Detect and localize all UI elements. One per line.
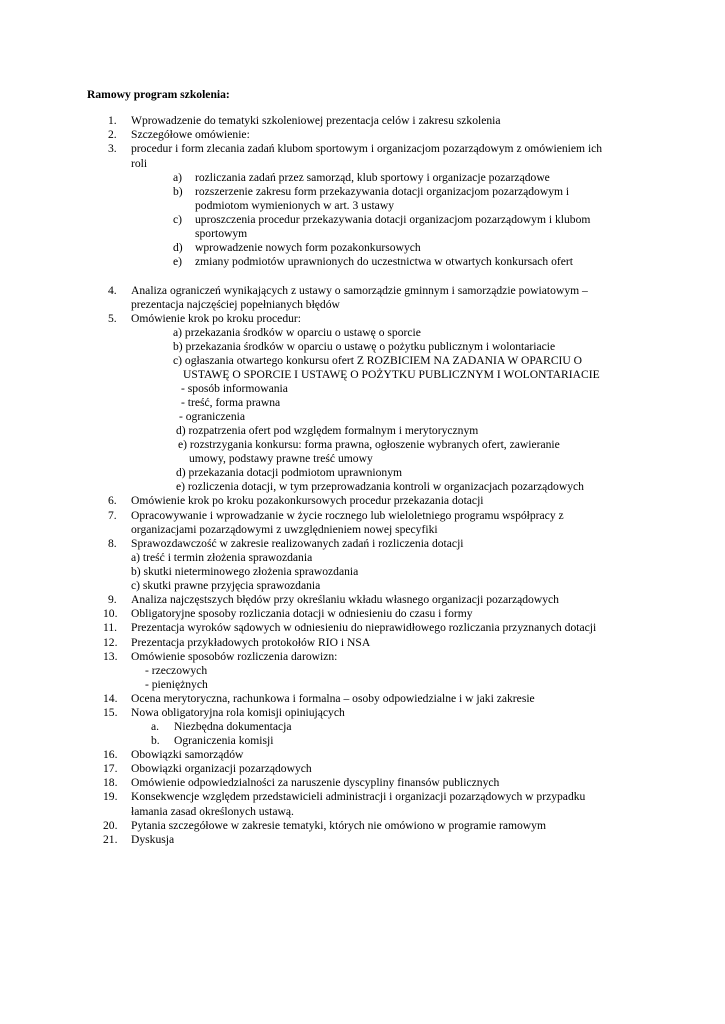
- list-item-text: umowy, podstawy prawne treść umowy: [189, 452, 373, 465]
- list-item-text: b) przekazania środków w oparciu o ustawę o pożytku publicznym i wolontariacie: [173, 340, 556, 353]
- list-item-text: Obowiązki organizacji pozarządowych: [131, 762, 312, 775]
- list-item-number: 3.: [108, 142, 117, 155]
- list-item-text: Pytania szczegółowe w zakresie tematyki, których nie omówiono w programie ramowym: [131, 819, 546, 832]
- list-item-number: b.: [151, 734, 160, 747]
- list-item-text: rozszerzenie zakresu form przekazywania dotacji organizacjom pozarządowym i: [195, 185, 570, 198]
- list-item-text: Ocena merytoryczna, rachunkowa i formalna – osoby odpowiedzialne i w jaki zakresie: [131, 692, 535, 705]
- list-item-text: e) rozstrzygania konkursu: forma prawna, ogłoszenie wybranych ofert, zawieranie: [178, 438, 560, 451]
- list-item-text: Obligatoryjne sposoby rozliczania dotacji w odniesieniu do czasu i formy: [131, 607, 473, 620]
- list-item-text: Omówienie krok po kroku procedur:: [131, 312, 302, 325]
- list-item-text: d) przekazania dotacji podmiotom uprawnionym: [176, 466, 403, 479]
- list-item-number: 15.: [103, 706, 118, 719]
- list-item-number: 11.: [103, 621, 118, 634]
- list-item-text: podmiotom wymienionych w art. 3 ustawy: [195, 199, 395, 212]
- list-item-number: 9.: [108, 593, 117, 606]
- list-item-text: Omówienie odpowiedzialności za naruszenie dyscypliny finansów publicznych: [131, 776, 500, 789]
- list-item-number: a): [173, 171, 183, 184]
- list-item-text: procedur i form zlecania zadań klubom sportowym i organizacjom pozarządowym z omówieniem ich: [131, 142, 603, 155]
- list-item-text: - treść, forma prawna: [181, 396, 281, 409]
- list-item-number: 4.: [108, 284, 117, 297]
- list-item-text: Analiza ograniczeń wynikających z ustawy o samorządzie gminnym i samorządzie powiatowym –: [131, 284, 588, 297]
- list-item-text: Ograniczenia komisji: [174, 734, 274, 747]
- list-item-text: Sprawozdawczość w zakresie realizowanych zadań i rozliczenia dotacji: [131, 537, 464, 550]
- list-item-text: Omówienie krok po kroku pozakonkursowych procedur przekazania dotacji: [131, 494, 484, 507]
- list-item-text: Wprowadzenie do tematyki szkoleniowej prezentacja celów i zakresu szkolenia: [131, 114, 501, 127]
- list-item-text: rozliczania zadań przez samorząd, klub sportowy i organizacje pozarządowe: [195, 171, 550, 184]
- list-item-number: 8.: [108, 537, 117, 550]
- list-item-text: Nowa obligatoryjna rola komisji opiniujących: [131, 706, 345, 719]
- list-item-text: roli: [131, 157, 148, 170]
- list-item-number: b): [173, 185, 183, 198]
- list-item-text: d) rozpatrzenia ofert pod względem formalnym i merytorycznym: [176, 424, 479, 437]
- list-item-number: a.: [151, 720, 160, 733]
- list-item-text: uproszczenia procedur przekazywania dotacji organizacjom pozarządowym i klubom: [195, 213, 591, 226]
- list-item-number: 17.: [103, 762, 118, 775]
- list-item-text: - rzeczowych: [145, 664, 208, 677]
- list-item-text: wprowadzenie nowych form pozakonkursowych: [195, 241, 421, 254]
- list-item-text: - pieniężnych: [145, 678, 208, 691]
- list-item-number: d): [173, 241, 183, 254]
- list-item-text: Szczegółowe omówienie:: [131, 128, 250, 141]
- list-item-number: 1.: [108, 114, 117, 127]
- list-item-text: Dyskusja: [131, 833, 175, 846]
- list-item-text: sportowym: [195, 227, 248, 240]
- list-item-number: c): [173, 213, 183, 226]
- list-item-text: Konsekwencje względem przedstawicieli administracji i organizacji pozarządowych w przypadku: [131, 790, 586, 803]
- list-item-number: 7.: [108, 509, 117, 522]
- list-item-text: zmiany podmiotów uprawnionych do uczestnictwa w otwartych konkursach ofert: [195, 255, 573, 268]
- list-item-number: 5.: [108, 312, 117, 325]
- list-item-text: Analiza najczęstszych błędów przy określaniu wkładu własnego organizacji pozarządowych: [131, 593, 559, 606]
- list-item-text: e) rozliczenia dotacji, w tym przeprowadzania kontroli w organizacjach pozarządowych: [176, 480, 584, 493]
- list-item-text: Opracowywanie i wprowadzanie w życie rocznego lub wieloletniego programu współpracy z: [131, 509, 564, 522]
- list-item-text: Prezentacja przykładowych protokołów RIO i NSA: [131, 636, 371, 649]
- list-item-text: Niezbędna dokumentacja: [174, 720, 292, 733]
- list-item-text: a) treść i termin złożenia sprawozdania: [131, 551, 313, 564]
- list-item-text: prezentacja najczęściej popełnianych błędów: [131, 298, 340, 311]
- list-item-number: 6.: [108, 494, 117, 507]
- list-item-number: 13.: [103, 650, 118, 663]
- list-item-number: 16.: [103, 748, 118, 761]
- list-item-number: 12.: [103, 636, 118, 649]
- list-item-number: 20.: [103, 819, 118, 832]
- list-item-text: c) ogłaszania otwartego konkursu ofert Z ROZBICIEM NA ZADANIA W OPARCIU O: [173, 354, 583, 367]
- list-item-number: 19.: [103, 790, 118, 803]
- list-item-text: - sposób informowania: [181, 382, 288, 395]
- list-item-text: organizacjami pozarządowymi z uwzględnieniem nowej specyfiki: [131, 523, 438, 536]
- list-item-number: e): [173, 255, 183, 268]
- list-item-text: Obowiązki samorządów: [131, 748, 244, 761]
- list-item-number: 2.: [108, 128, 117, 141]
- list-item-text: Prezentacja wyroków sądowych w odniesieniu do nieprawidłowego rozliczania przyznanych dotacji: [131, 621, 597, 634]
- list-item-text: USTAWĘ O SPORCIE I USTAWĘ O POŻYTKU PUBLICZNYM I WOLONTARIACIE: [183, 368, 600, 381]
- document-title: Ramowy program szkolenia:: [87, 88, 230, 101]
- list-item-number: 21.: [103, 833, 118, 846]
- list-item-number: 14.: [103, 692, 118, 705]
- list-item-number: 18.: [103, 776, 118, 789]
- list-item-text: c) skutki prawne przyjęcia sprawozdania: [131, 579, 321, 592]
- list-item-text: b) skutki nieterminowego złożenia sprawozdania: [131, 565, 359, 578]
- list-item-text: - ograniczenia: [179, 410, 245, 423]
- list-item-number: 10.: [103, 607, 118, 620]
- list-item-text: a) przekazania środków w oparciu o ustawę o sporcie: [173, 326, 421, 339]
- list-item-text: łamania zasad określonych ustawą.: [131, 805, 294, 818]
- list-item-text: Omówienie sposobów rozliczenia darowizn:: [131, 650, 338, 663]
